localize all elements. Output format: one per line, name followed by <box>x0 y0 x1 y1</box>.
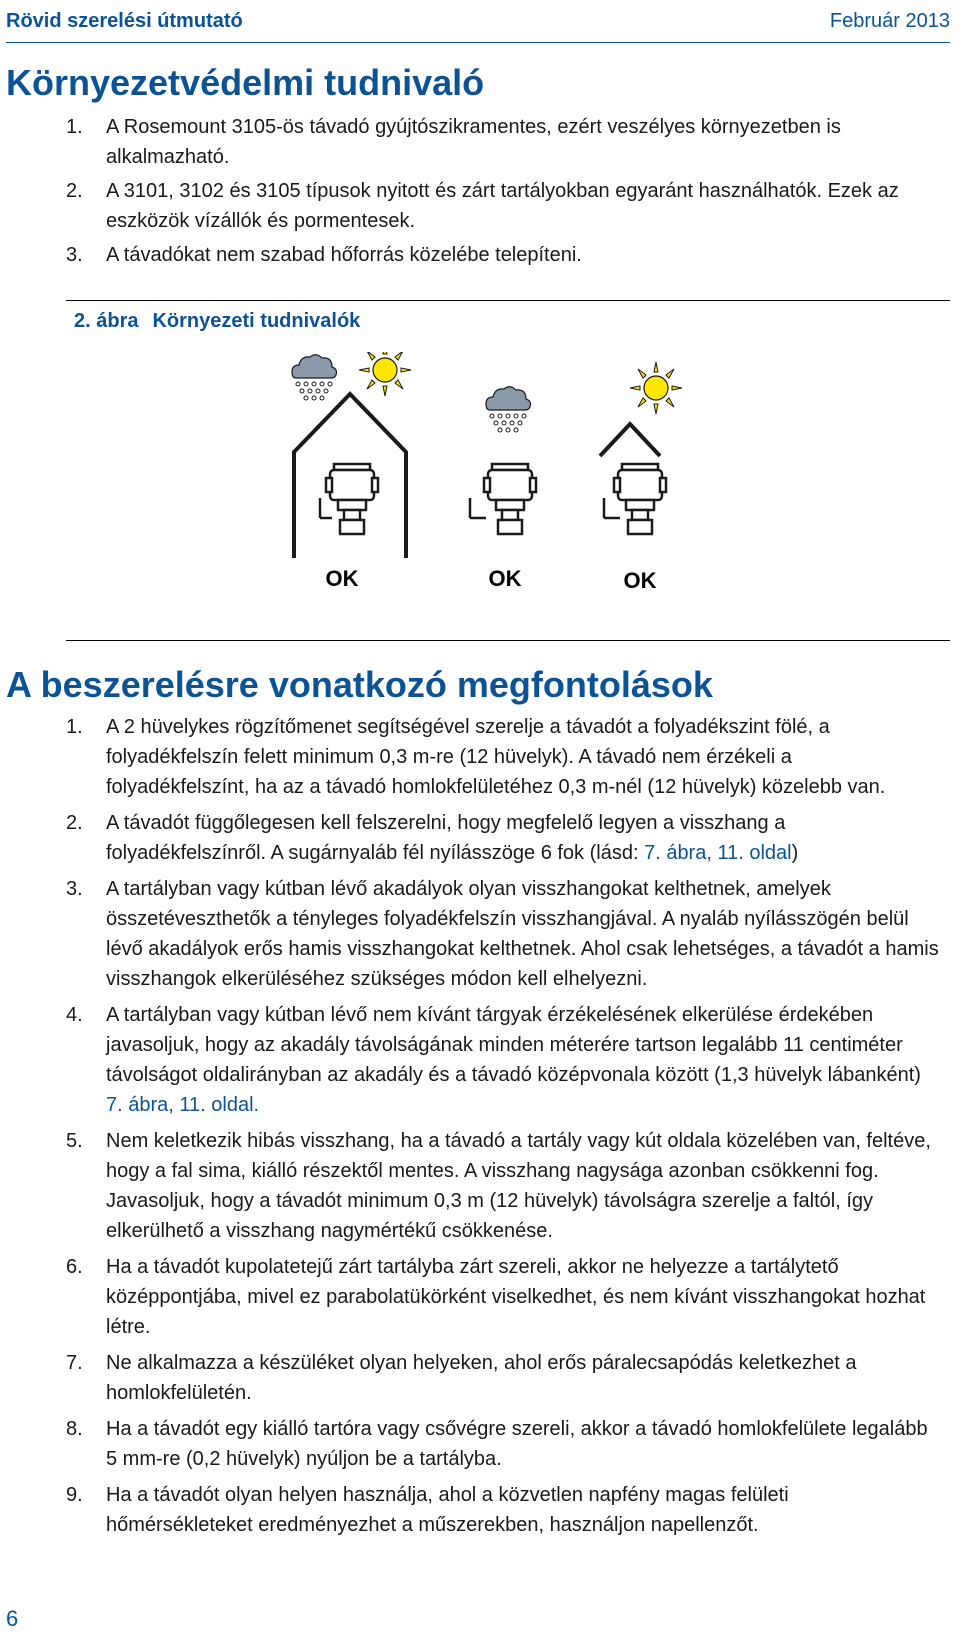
list-item-text: A 3101, 3102 és 3105 típusok nyitott és zárt tartályokban egyaránt használhatók. Ezek az eszközök vízállók és pormentesek. <box>106 180 899 232</box>
environment-illustration <box>290 352 730 624</box>
list-item-number: 7. <box>66 1352 83 1374</box>
list-item <box>0 1348 950 1408</box>
list-item-text: Ha a távadót egy kiálló tartóra vagy csővégre szereli, akkor a távadó homlokfelülete legalább 5 mm-re (0,2 hüvelyk) nyúljon be a tartályba. <box>106 1418 928 1470</box>
figure-top-rule <box>66 300 950 301</box>
ok-label-rain: OK <box>488 566 522 591</box>
list-item <box>0 1252 950 1342</box>
list-item-text: Ha a távadót olyan helyen használja, ahol a közvetlen napfény magas felületi hőmérsékleteket eredményezhet a műszerekben, használjon napellenzőt. <box>106 1484 789 1536</box>
env-list <box>0 112 950 274</box>
figure-caption <box>74 310 360 333</box>
cross-reference-link[interactable]: 7. ábra, 11. oldal <box>644 842 792 864</box>
rain-cloud-icon <box>486 387 531 432</box>
list-item-number: 1. <box>66 116 83 138</box>
list-item-text: A tartályban vagy kútban lévő akadályok olyan visszhangokat kelthetnek, amelyek összetéveszthetők a tényleges folyadékfelszín visszhangjával. A nyaláb nyílásszögén belül lévő akadályok erős hamis visszhangokat kelthetnek. Ahol csak lehetséges, a távadót a hamis visszhangok elkerüléséhez szükséges módon kell elhelyezni. <box>106 878 939 990</box>
list-item-number: 1. <box>66 716 83 738</box>
list-item <box>0 712 950 802</box>
list-item-number: 8. <box>66 1418 83 1440</box>
transmitter-icon <box>326 464 378 534</box>
list-item <box>0 808 950 868</box>
list-item-number: 9. <box>66 1484 83 1506</box>
cross-reference-link[interactable]: 7. ábra, 11. oldal. <box>106 1094 260 1116</box>
list-item <box>0 112 950 172</box>
list-item-text: A Rosemount 3105-ös távadó gyújtószikramentes, ezért veszélyes környezetben is alkalmazható. <box>106 116 841 168</box>
page-header <box>6 6 950 43</box>
list-item-number: 3. <box>66 244 83 266</box>
rain-cloud-icon <box>292 355 337 400</box>
sun-shade-roof <box>600 424 660 456</box>
page-number: 6 <box>6 1606 19 1631</box>
document-date: Február 2013 <box>829 10 950 32</box>
list-item-number: 5. <box>66 1130 83 1152</box>
list-item-number: 2. <box>66 812 83 834</box>
list-item-text-after: ) <box>791 842 799 864</box>
install-list <box>0 712 950 1546</box>
list-item-text: A tartályban vagy kútban lévő nem kívánt tárgyak érzékelésének elkerülése érdekében javasoljuk, hogy az akadály távolságának minden méterére tartson legalább 11 centiméter távolságot oldalirányban az akadály és a távadó középvonala között (1,3 hüvelyk lábanként) <box>106 1004 921 1086</box>
list-item-number: 3. <box>66 878 83 900</box>
list-item-text: A távadót függőlegesen kell felszerelni, hogy megfelelő legyen a visszhang a folyadékfelszínről. A sugárnyaláb fél nyílásszöge 6 fok (lásd: <box>106 812 786 864</box>
transmitter-icon <box>484 464 536 534</box>
install-section-heading: A beszerelésre vonatkozó megfontolások <box>6 664 713 705</box>
list-item <box>0 1000 950 1120</box>
list-item <box>0 1480 950 1540</box>
list-item-text: A távadókat nem szabad hőforrás közelébe telepíteni. <box>106 244 582 266</box>
figure-bottom-rule <box>66 640 950 641</box>
list-item <box>0 176 950 236</box>
ok-label-sun: OK <box>623 568 657 593</box>
transmitter-icon <box>614 464 666 534</box>
list-item-text: Nem keletkezik hibás visszhang, ha a távadó a tartály vagy kút oldala közelében van, feltéve, hogy a fal sima, kiálló részektől mentes. A visszhang nagysága azonban csökkenni fog. Javasoljuk, hogy a távadót minimum 0,3 m (12 hüvelyk) távolságra szerelje a faltól, így elkerülhető a visszhang nagymértékű csökkenése. <box>106 1130 931 1242</box>
ok-label-indoor: OK <box>325 566 359 591</box>
env-section-heading: Környezetvédelmi tudnivaló <box>6 62 485 103</box>
list-item <box>0 1126 950 1246</box>
list-item <box>0 1414 950 1474</box>
list-item <box>0 240 950 270</box>
figure-title: Környezeti tudnivalók <box>152 310 361 332</box>
sun-icon <box>359 352 411 396</box>
figure-number: 2. ábra <box>74 310 139 332</box>
sun-icon <box>630 362 682 414</box>
list-item <box>0 874 950 994</box>
document-title: Rövid szerelési útmutató <box>6 10 243 32</box>
list-item-number: 6. <box>66 1256 83 1278</box>
list-item-text: A 2 hüvelykes rögzítőmenet segítségével szerelje a távadót a folyadékszint fölé, a folyadékfelszín felett minimum 0,3 m-re (12 hüvelyk). A távadó nem érzékeli a folyadékfelszínt, ha az a távadó homlokfelületéhez 0,3 m-nél (12 hüvelyk) közelebb van. <box>106 716 886 798</box>
list-item-text: Ha a távadót kupolatetejű zárt tartályba zárt szereli, akkor ne helyezze a tartálytető középpontjába, mivel ez parabolatükörként viselkedhet, és nem kívánt visszhangokat hozhat létre. <box>106 1256 926 1338</box>
list-item-text: Ne alkalmazza a készüléket olyan helyeken, ahol erős páralecsapódás keletkezhet a homlokfelületén. <box>106 1352 857 1404</box>
list-item-number: 4. <box>66 1004 83 1026</box>
list-item-number: 2. <box>66 180 83 202</box>
